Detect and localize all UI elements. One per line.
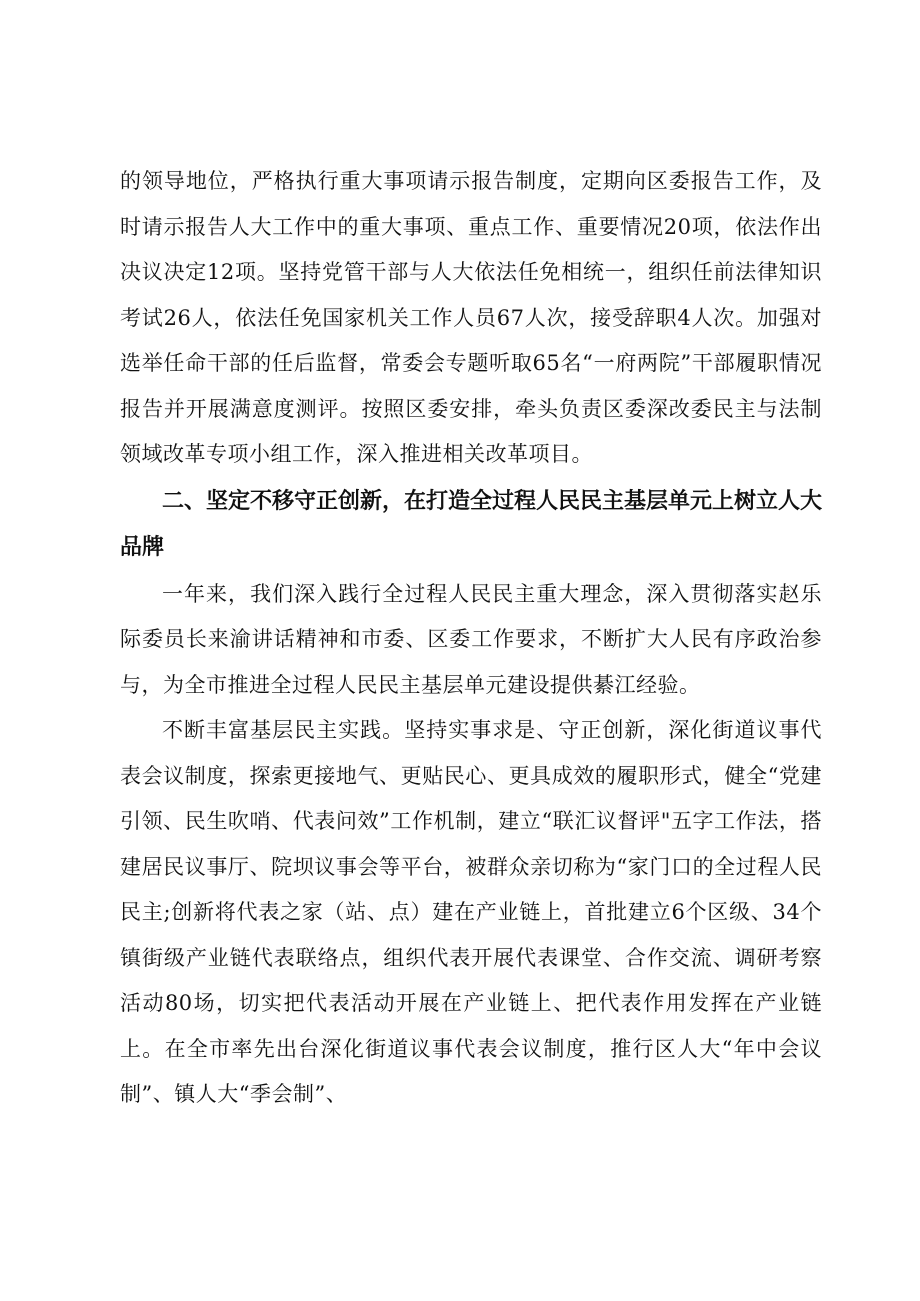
paragraph-grassroots-democracy: 不断丰富基层民主实践。坚持实事求是、守正创新，深化街道议事代表会议制度，探索更接地气、更贴民心、更具成效的履职形式，健全“党建引领、民生吹哨、代表问效”工作机制，建立“联汇议督评"五字工作法，搭建居民议事厅、院坝议事会等平台，被群众亲切称为“家门口的全过程人民民主;创新将代表之家（站、点）建在产业链上，首批建立6个区级、34个镇街级产业链代表联络点，组织代表开展代表课堂、合作交流、调研考察活动80场，切实把代表活动开展在产业链上、把代表作用发挥在产业链上。在全市率先出台深化街道议事代表会议制度，推行区人大“年中会议制”、镇人大“季会制”、 bbox=[120, 718, 822, 1106]
paragraph-year-overview: 一年来，我们深入践行全过程人民民主重大理念，深入贯彻落实赵乐际委员长来渝讲话精神和市委、区委工作要求，不断扩大人民有序政治参与，为全市推进全过程人民民主基层单元建设提供綦江经验。 bbox=[120, 581, 822, 697]
document-body bbox=[120, 159, 822, 1118]
section-heading-two: 二、坚定不移守正创新，在打造全过程人民民主基层单元上树立人大品牌 bbox=[120, 488, 823, 560]
paragraph-leadership-continuation: 的领导地位，严格执行重大事项请示报告制度，定期向区委报告工作，及时请示报告人大工作中的重大事项、重点工作、重要情况20项，依法作出决议决定12项。坚持党管干部与人大依法任免相统一，组织任前法律知识考试26人，依法任免国家机关工作人员67人次，接受辞职4人次。加强对选举任命干部的任后监督，常委会专题听取65名“一府两院”干部履职情况报告并开展满意度测评。按照区委安排，牵头负责区委深改委民主与法制领域改革专项小组工作，深入推进相关改革项目。 bbox=[120, 169, 822, 466]
